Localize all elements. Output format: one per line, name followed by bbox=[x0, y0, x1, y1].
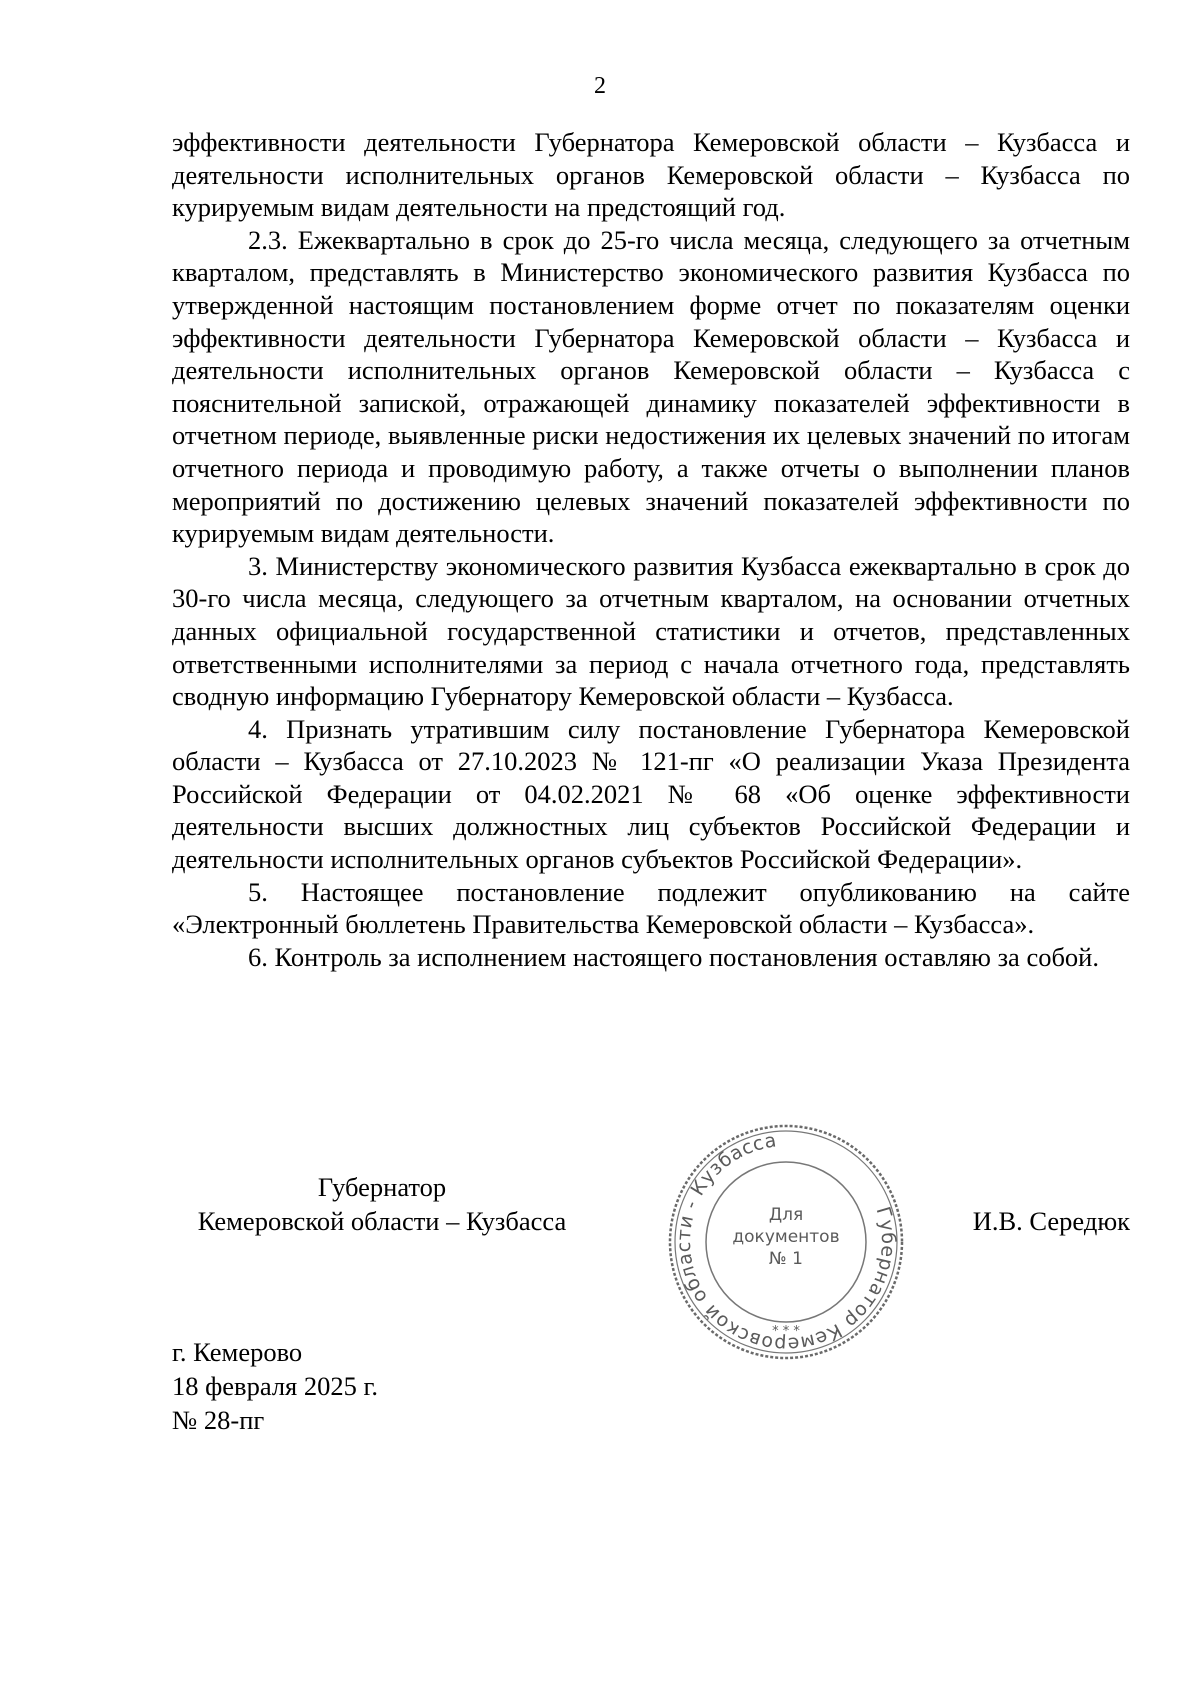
signatory-name: И.В. Середюк bbox=[972, 1206, 1130, 1236]
paragraph-3: 3. Министерству экономического развития Кузбасса ежеквартально в срок до 30-го числа месяца, следующего за отчетным кварталом, на основании отчетных данных официальной государственной статистики и отчетов, представленных ответственными исполнителями за период с начала отчетного года, представлять сводную информацию Губернатору Кемеровской области – Кузбасса. bbox=[172, 550, 1130, 712]
document-footer bbox=[172, 1335, 378, 1437]
signatory-region: Кемеровской области – Кузбасса bbox=[197, 1206, 567, 1236]
document-city: г. Кемерово bbox=[172, 1337, 303, 1367]
paragraph-4: 4. Признать утратившим силу постановление Губернатора Кемеровской области – Кузбасса от 27.10.2023 № 121-пг «О реализации Указа Президента Российской Федерации от 04.02.2021 № 68 «Об оценке эффективности деятельности высших должностных лиц субъектов Российской Федерации и деятельности исполнительных органов субъектов Российской Федерации». bbox=[172, 713, 1130, 875]
document-number: № 28-пг bbox=[172, 1405, 265, 1435]
seal-inner-line-3: № 1 bbox=[769, 1249, 803, 1269]
paragraph-6: 6. Контроль за исполнением настоящего постановления оставляю за собой. bbox=[248, 941, 1099, 972]
paragraph-5: 5. Настоящее постановление подлежит опубликованию на сайте «Электронный бюллетень Правительства Кемеровской области – Кузбасса». bbox=[172, 876, 1130, 940]
seal-inner-line-2: документов bbox=[732, 1227, 840, 1247]
seal-inner-line-1: Для bbox=[768, 1205, 804, 1225]
signatory-title: Губернатор bbox=[317, 1172, 447, 1202]
official-seal bbox=[666, 1122, 906, 1362]
document-body bbox=[172, 126, 1130, 973]
paragraph-2-3: 2.3. Ежеквартально в срок до 25-го числа месяца, следующего за отчетным кварталом, представлять в Министерство экономического развития Кузбасса по утвержденной настоящим постановлением форме отчет по показателям оценки эффективности деятельности Губернатора Кемеровской области – Кузбасса и деятельности исполнительных органов Кемеровской области – Кузбасса с пояснительной запиской, отражающей динамику показателей эффективности в отчетном периоде, выявленные риски недостижения их целевых значений по итогам отчетного периода и проводимую работу, а также отчеты о выполнении планов мероприятий по достижению целевых значений показателей эффективности по курируемым видам деятельности. bbox=[172, 224, 1130, 549]
seal-stars: * * * bbox=[772, 1324, 800, 1339]
page-number: 2 bbox=[594, 73, 606, 99]
document-date: 18 февраля 2025 г. bbox=[172, 1371, 378, 1401]
signatory-position bbox=[172, 1170, 592, 1238]
paragraph-continuation: эффективности деятельности Губернатора Кемеровской области – Кузбасса и деятельности исполнительных органов Кемеровской области – Кузбасса по курируемым видам деятельности на предстоящий год. bbox=[172, 127, 1130, 223]
seal-outer-text: Губернатор Кемеровской области - Кузбасса bbox=[672, 1129, 900, 1356]
